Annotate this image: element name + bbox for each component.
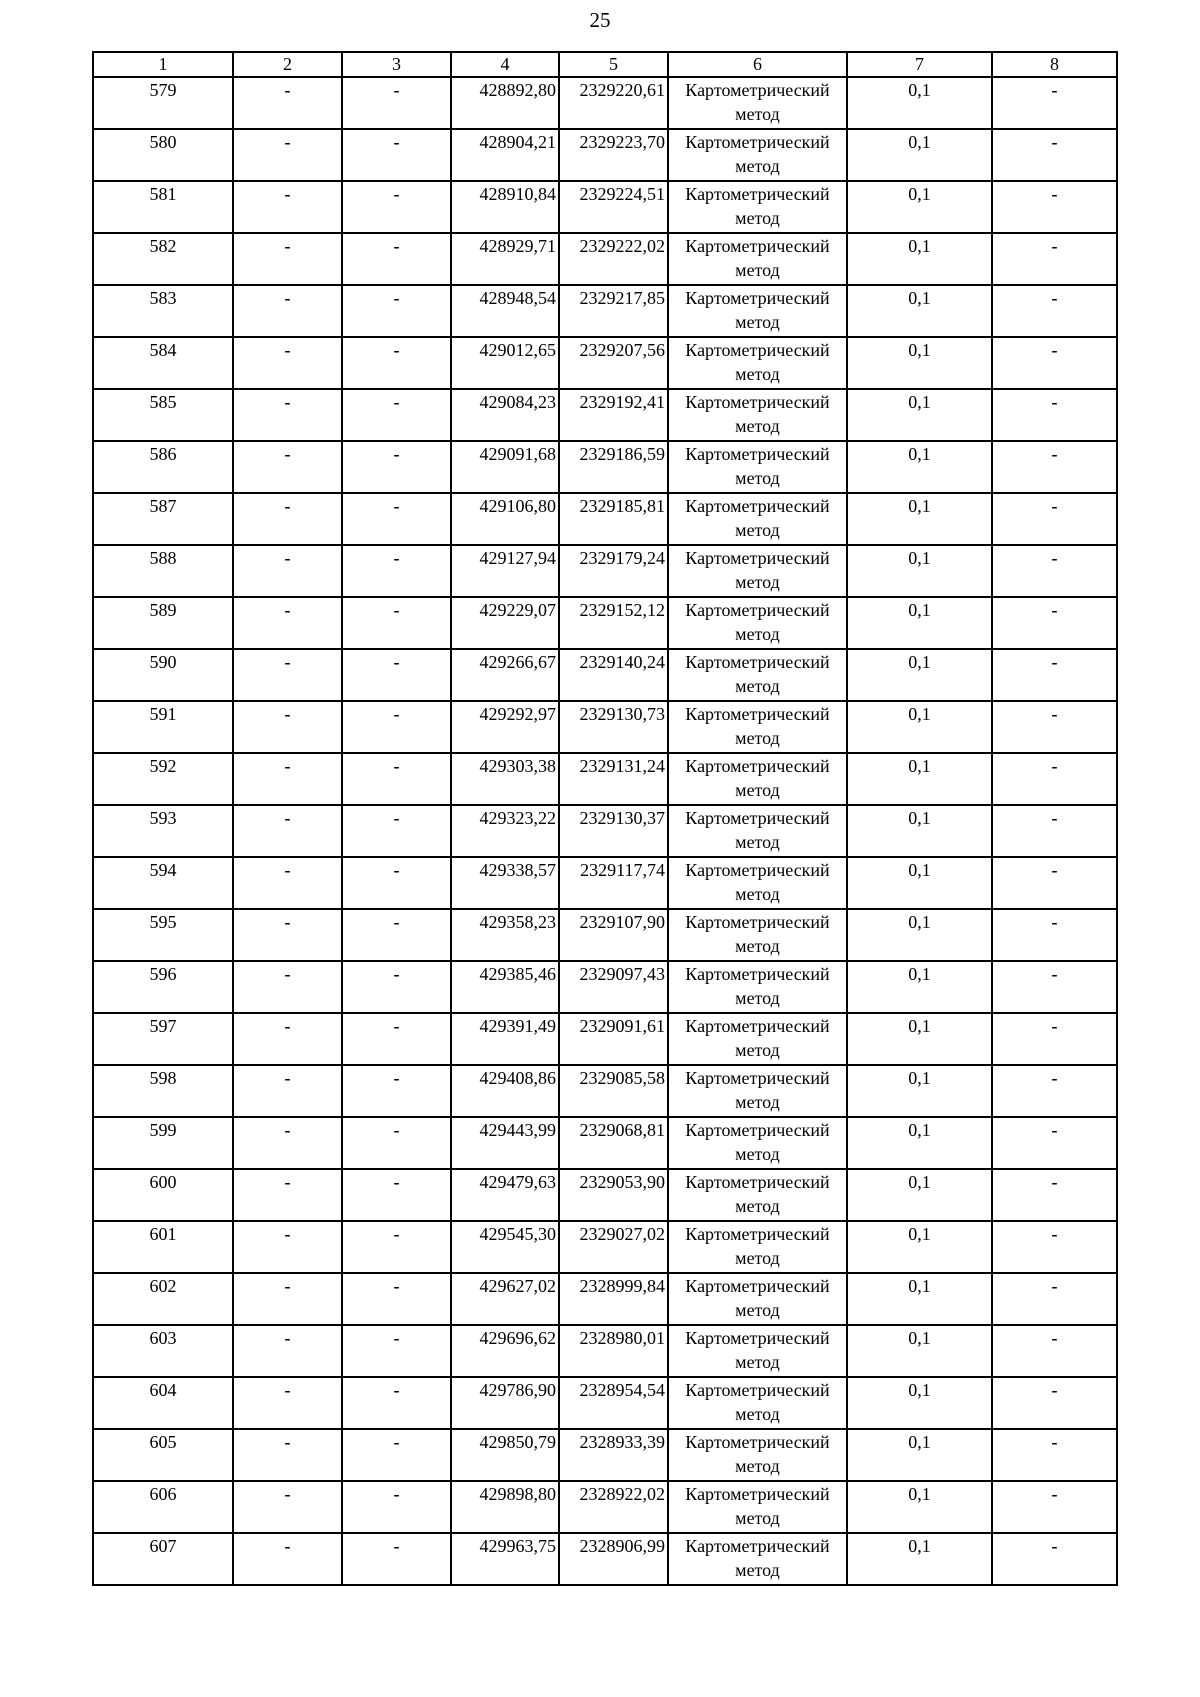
y-coordinate-cell: 2329186,59 xyxy=(559,441,668,493)
point-number-cell: 595 xyxy=(93,909,233,961)
accuracy-cell: 0,1 xyxy=(847,389,992,441)
col2-cell: - xyxy=(233,493,342,545)
method-cell: Картометрический метод xyxy=(668,649,847,701)
accuracy-cell: 0,1 xyxy=(847,1325,992,1377)
col3-cell: - xyxy=(342,1325,451,1377)
table-row xyxy=(93,857,1117,909)
table-body xyxy=(93,77,1117,1585)
method-cell: Картометрический метод xyxy=(668,181,847,233)
y-coordinate-cell: 2329085,58 xyxy=(559,1065,668,1117)
method-cell: Картометрический метод xyxy=(668,1325,847,1377)
accuracy-cell: 0,1 xyxy=(847,285,992,337)
x-coordinate-cell: 429385,46 xyxy=(451,961,559,1013)
method-cell: Картометрический метод xyxy=(668,77,847,129)
column-header: 2 xyxy=(233,52,342,77)
table-row xyxy=(93,961,1117,1013)
point-number-cell: 588 xyxy=(93,545,233,597)
x-coordinate-cell: 429963,75 xyxy=(451,1533,559,1585)
x-coordinate-cell: 429898,80 xyxy=(451,1481,559,1533)
table-row xyxy=(93,181,1117,233)
column-header: 7 xyxy=(847,52,992,77)
y-coordinate-cell: 2329179,24 xyxy=(559,545,668,597)
col3-cell: - xyxy=(342,389,451,441)
method-cell: Картометрический метод xyxy=(668,1429,847,1481)
col3-cell: - xyxy=(342,1169,451,1221)
table-row xyxy=(93,1221,1117,1273)
x-coordinate-cell: 429303,38 xyxy=(451,753,559,805)
x-coordinate-cell: 428929,71 xyxy=(451,233,559,285)
x-coordinate-cell: 429084,23 xyxy=(451,389,559,441)
y-coordinate-cell: 2328933,39 xyxy=(559,1429,668,1481)
column-header: 5 xyxy=(559,52,668,77)
accuracy-cell: 0,1 xyxy=(847,909,992,961)
col3-cell: - xyxy=(342,1065,451,1117)
table-row xyxy=(93,441,1117,493)
method-cell: Картометрический метод xyxy=(668,1065,847,1117)
col8-cell: - xyxy=(992,77,1117,129)
x-coordinate-cell: 429323,22 xyxy=(451,805,559,857)
col3-cell: - xyxy=(342,77,451,129)
accuracy-cell: 0,1 xyxy=(847,181,992,233)
col8-cell: - xyxy=(992,701,1117,753)
col8-cell: - xyxy=(992,233,1117,285)
accuracy-cell: 0,1 xyxy=(847,493,992,545)
col2-cell: - xyxy=(233,1481,342,1533)
col8-cell: - xyxy=(992,649,1117,701)
accuracy-cell: 0,1 xyxy=(847,77,992,129)
accuracy-cell: 0,1 xyxy=(847,1377,992,1429)
method-cell: Картометрический метод xyxy=(668,1533,847,1585)
y-coordinate-cell: 2328999,84 xyxy=(559,1273,668,1325)
col3-cell: - xyxy=(342,753,451,805)
point-number-cell: 586 xyxy=(93,441,233,493)
col2-cell: - xyxy=(233,1533,342,1585)
col2-cell: - xyxy=(233,857,342,909)
method-cell: Картометрический метод xyxy=(668,1377,847,1429)
accuracy-cell: 0,1 xyxy=(847,805,992,857)
y-coordinate-cell: 2328906,99 xyxy=(559,1533,668,1585)
col3-cell: - xyxy=(342,805,451,857)
y-coordinate-cell: 2329185,81 xyxy=(559,493,668,545)
col3-cell: - xyxy=(342,1117,451,1169)
x-coordinate-cell: 429338,57 xyxy=(451,857,559,909)
col8-cell: - xyxy=(992,857,1117,909)
accuracy-cell: 0,1 xyxy=(847,1221,992,1273)
method-cell: Картометрический метод xyxy=(668,285,847,337)
col3-cell: - xyxy=(342,129,451,181)
point-number-cell: 591 xyxy=(93,701,233,753)
point-number-cell: 585 xyxy=(93,389,233,441)
method-cell: Картометрический метод xyxy=(668,753,847,805)
table-row xyxy=(93,1273,1117,1325)
table-row xyxy=(93,285,1117,337)
column-header: 6 xyxy=(668,52,847,77)
table-row xyxy=(93,805,1117,857)
y-coordinate-cell: 2329107,90 xyxy=(559,909,668,961)
table-header-row xyxy=(93,52,1117,77)
x-coordinate-cell: 429127,94 xyxy=(451,545,559,597)
point-number-cell: 605 xyxy=(93,1429,233,1481)
method-cell: Картометрический метод xyxy=(668,805,847,857)
column-header: 1 xyxy=(93,52,233,77)
method-cell: Картометрический метод xyxy=(668,597,847,649)
col8-cell: - xyxy=(992,1013,1117,1065)
method-cell: Картометрический метод xyxy=(668,1273,847,1325)
x-coordinate-cell: 429292,97 xyxy=(451,701,559,753)
y-coordinate-cell: 2328922,02 xyxy=(559,1481,668,1533)
method-cell: Картометрический метод xyxy=(668,1117,847,1169)
y-coordinate-cell: 2329224,51 xyxy=(559,181,668,233)
method-cell: Картометрический метод xyxy=(668,545,847,597)
y-coordinate-cell: 2329091,61 xyxy=(559,1013,668,1065)
method-cell: Картометрический метод xyxy=(668,1481,847,1533)
col2-cell: - xyxy=(233,597,342,649)
col8-cell: - xyxy=(992,909,1117,961)
table-row xyxy=(93,1325,1117,1377)
y-coordinate-cell: 2329131,24 xyxy=(559,753,668,805)
point-number-cell: 582 xyxy=(93,233,233,285)
y-coordinate-cell: 2328954,54 xyxy=(559,1377,668,1429)
col8-cell: - xyxy=(992,441,1117,493)
point-number-cell: 600 xyxy=(93,1169,233,1221)
table-row xyxy=(93,389,1117,441)
col3-cell: - xyxy=(342,1533,451,1585)
table-row xyxy=(93,597,1117,649)
accuracy-cell: 0,1 xyxy=(847,1065,992,1117)
coordinates-table xyxy=(92,51,1118,1586)
point-number-cell: 599 xyxy=(93,1117,233,1169)
point-number-cell: 602 xyxy=(93,1273,233,1325)
point-number-cell: 598 xyxy=(93,1065,233,1117)
accuracy-cell: 0,1 xyxy=(847,441,992,493)
accuracy-cell: 0,1 xyxy=(847,1481,992,1533)
col8-cell: - xyxy=(992,1481,1117,1533)
col2-cell: - xyxy=(233,1169,342,1221)
accuracy-cell: 0,1 xyxy=(847,129,992,181)
y-coordinate-cell: 2329130,73 xyxy=(559,701,668,753)
table-row xyxy=(93,1481,1117,1533)
col8-cell: - xyxy=(992,1377,1117,1429)
table-row xyxy=(93,129,1117,181)
col3-cell: - xyxy=(342,961,451,1013)
col8-cell: - xyxy=(992,961,1117,1013)
col3-cell: - xyxy=(342,545,451,597)
method-cell: Картометрический метод xyxy=(668,493,847,545)
col3-cell: - xyxy=(342,441,451,493)
point-number-cell: 581 xyxy=(93,181,233,233)
col8-cell: - xyxy=(992,1221,1117,1273)
x-coordinate-cell: 429358,23 xyxy=(451,909,559,961)
point-number-cell: 607 xyxy=(93,1533,233,1585)
col8-cell: - xyxy=(992,129,1117,181)
accuracy-cell: 0,1 xyxy=(847,597,992,649)
x-coordinate-cell: 429627,02 xyxy=(451,1273,559,1325)
col8-cell: - xyxy=(992,545,1117,597)
col8-cell: - xyxy=(992,493,1117,545)
x-coordinate-cell: 428892,80 xyxy=(451,77,559,129)
table-row xyxy=(93,337,1117,389)
col2-cell: - xyxy=(233,805,342,857)
y-coordinate-cell: 2329130,37 xyxy=(559,805,668,857)
accuracy-cell: 0,1 xyxy=(847,1273,992,1325)
y-coordinate-cell: 2329223,70 xyxy=(559,129,668,181)
col8-cell: - xyxy=(992,1325,1117,1377)
x-coordinate-cell: 429266,67 xyxy=(451,649,559,701)
table-row xyxy=(93,77,1117,129)
method-cell: Картометрический метод xyxy=(668,909,847,961)
table-row xyxy=(93,753,1117,805)
col8-cell: - xyxy=(992,805,1117,857)
col2-cell: - xyxy=(233,181,342,233)
col3-cell: - xyxy=(342,493,451,545)
col2-cell: - xyxy=(233,1325,342,1377)
col2-cell: - xyxy=(233,909,342,961)
x-coordinate-cell: 428910,84 xyxy=(451,181,559,233)
col2-cell: - xyxy=(233,1117,342,1169)
col2-cell: - xyxy=(233,1013,342,1065)
x-coordinate-cell: 429408,86 xyxy=(451,1065,559,1117)
accuracy-cell: 0,1 xyxy=(847,233,992,285)
point-number-cell: 579 xyxy=(93,77,233,129)
table-row xyxy=(93,649,1117,701)
method-cell: Картометрический метод xyxy=(668,389,847,441)
accuracy-cell: 0,1 xyxy=(847,857,992,909)
col2-cell: - xyxy=(233,389,342,441)
table-row xyxy=(93,233,1117,285)
col8-cell: - xyxy=(992,1169,1117,1221)
point-number-cell: 583 xyxy=(93,285,233,337)
point-number-cell: 589 xyxy=(93,597,233,649)
y-coordinate-cell: 2329027,02 xyxy=(559,1221,668,1273)
col2-cell: - xyxy=(233,1065,342,1117)
col3-cell: - xyxy=(342,337,451,389)
col3-cell: - xyxy=(342,857,451,909)
col3-cell: - xyxy=(342,701,451,753)
col3-cell: - xyxy=(342,1273,451,1325)
accuracy-cell: 0,1 xyxy=(847,545,992,597)
table-row xyxy=(93,909,1117,961)
column-header: 8 xyxy=(992,52,1117,77)
y-coordinate-cell: 2329152,12 xyxy=(559,597,668,649)
col8-cell: - xyxy=(992,285,1117,337)
table-row xyxy=(93,1429,1117,1481)
y-coordinate-cell: 2329207,56 xyxy=(559,337,668,389)
col8-cell: - xyxy=(992,1533,1117,1585)
method-cell: Картометрический метод xyxy=(668,701,847,753)
x-coordinate-cell: 429545,30 xyxy=(451,1221,559,1273)
table-row xyxy=(93,1117,1117,1169)
col3-cell: - xyxy=(342,233,451,285)
y-coordinate-cell: 2329117,74 xyxy=(559,857,668,909)
col2-cell: - xyxy=(233,337,342,389)
col8-cell: - xyxy=(992,1065,1117,1117)
point-number-cell: 597 xyxy=(93,1013,233,1065)
col8-cell: - xyxy=(992,753,1117,805)
point-number-cell: 601 xyxy=(93,1221,233,1273)
point-number-cell: 606 xyxy=(93,1481,233,1533)
col3-cell: - xyxy=(342,1429,451,1481)
col8-cell: - xyxy=(992,1273,1117,1325)
col2-cell: - xyxy=(233,753,342,805)
col2-cell: - xyxy=(233,649,342,701)
accuracy-cell: 0,1 xyxy=(847,753,992,805)
y-coordinate-cell: 2328980,01 xyxy=(559,1325,668,1377)
page-number: 25 xyxy=(589,8,611,32)
col2-cell: - xyxy=(233,545,342,597)
x-coordinate-cell: 428904,21 xyxy=(451,129,559,181)
x-coordinate-cell: 429479,63 xyxy=(451,1169,559,1221)
col3-cell: - xyxy=(342,597,451,649)
col2-cell: - xyxy=(233,441,342,493)
point-number-cell: 584 xyxy=(93,337,233,389)
col2-cell: - xyxy=(233,1221,342,1273)
column-header: 4 xyxy=(451,52,559,77)
method-cell: Картометрический метод xyxy=(668,1169,847,1221)
col2-cell: - xyxy=(233,1429,342,1481)
accuracy-cell: 0,1 xyxy=(847,1013,992,1065)
method-cell: Картометрический метод xyxy=(668,1013,847,1065)
point-number-cell: 603 xyxy=(93,1325,233,1377)
accuracy-cell: 0,1 xyxy=(847,1429,992,1481)
col8-cell: - xyxy=(992,1117,1117,1169)
x-coordinate-cell: 429012,65 xyxy=(451,337,559,389)
col3-cell: - xyxy=(342,649,451,701)
col3-cell: - xyxy=(342,909,451,961)
y-coordinate-cell: 2329220,61 xyxy=(559,77,668,129)
accuracy-cell: 0,1 xyxy=(847,1169,992,1221)
method-cell: Картометрический метод xyxy=(668,129,847,181)
col8-cell: - xyxy=(992,597,1117,649)
y-coordinate-cell: 2329097,43 xyxy=(559,961,668,1013)
x-coordinate-cell: 429786,90 xyxy=(451,1377,559,1429)
method-cell: Картометрический метод xyxy=(668,233,847,285)
col8-cell: - xyxy=(992,1429,1117,1481)
col8-cell: - xyxy=(992,337,1117,389)
col2-cell: - xyxy=(233,77,342,129)
method-cell: Картометрический метод xyxy=(668,857,847,909)
point-number-cell: 592 xyxy=(93,753,233,805)
col3-cell: - xyxy=(342,1221,451,1273)
col2-cell: - xyxy=(233,1273,342,1325)
y-coordinate-cell: 2329222,02 xyxy=(559,233,668,285)
accuracy-cell: 0,1 xyxy=(847,1533,992,1585)
col3-cell: - xyxy=(342,1013,451,1065)
y-coordinate-cell: 2329140,24 xyxy=(559,649,668,701)
x-coordinate-cell: 429229,07 xyxy=(451,597,559,649)
y-coordinate-cell: 2329192,41 xyxy=(559,389,668,441)
col3-cell: - xyxy=(342,285,451,337)
method-cell: Картометрический метод xyxy=(668,441,847,493)
table-row xyxy=(93,1533,1117,1585)
table-row xyxy=(93,545,1117,597)
table-row xyxy=(93,1013,1117,1065)
col3-cell: - xyxy=(342,1481,451,1533)
table-row xyxy=(93,493,1117,545)
method-cell: Картометрический метод xyxy=(668,1221,847,1273)
point-number-cell: 587 xyxy=(93,493,233,545)
x-coordinate-cell: 428948,54 xyxy=(451,285,559,337)
col8-cell: - xyxy=(992,389,1117,441)
accuracy-cell: 0,1 xyxy=(847,649,992,701)
table-row xyxy=(93,1169,1117,1221)
x-coordinate-cell: 429850,79 xyxy=(451,1429,559,1481)
y-coordinate-cell: 2329068,81 xyxy=(559,1117,668,1169)
col2-cell: - xyxy=(233,1377,342,1429)
method-cell: Картометрический метод xyxy=(668,961,847,1013)
accuracy-cell: 0,1 xyxy=(847,337,992,389)
col8-cell: - xyxy=(992,181,1117,233)
accuracy-cell: 0,1 xyxy=(847,701,992,753)
col2-cell: - xyxy=(233,701,342,753)
accuracy-cell: 0,1 xyxy=(847,1117,992,1169)
col2-cell: - xyxy=(233,961,342,1013)
point-number-cell: 604 xyxy=(93,1377,233,1429)
point-number-cell: 590 xyxy=(93,649,233,701)
col2-cell: - xyxy=(233,285,342,337)
col3-cell: - xyxy=(342,181,451,233)
point-number-cell: 593 xyxy=(93,805,233,857)
x-coordinate-cell: 429696,62 xyxy=(451,1325,559,1377)
accuracy-cell: 0,1 xyxy=(847,961,992,1013)
x-coordinate-cell: 429443,99 xyxy=(451,1117,559,1169)
table-row xyxy=(93,701,1117,753)
col2-cell: - xyxy=(233,129,342,181)
x-coordinate-cell: 429091,68 xyxy=(451,441,559,493)
point-number-cell: 580 xyxy=(93,129,233,181)
y-coordinate-cell: 2329053,90 xyxy=(559,1169,668,1221)
col2-cell: - xyxy=(233,233,342,285)
point-number-cell: 594 xyxy=(93,857,233,909)
method-cell: Картометрический метод xyxy=(668,337,847,389)
col3-cell: - xyxy=(342,1377,451,1429)
y-coordinate-cell: 2329217,85 xyxy=(559,285,668,337)
point-number-cell: 596 xyxy=(93,961,233,1013)
x-coordinate-cell: 429391,49 xyxy=(451,1013,559,1065)
table-row xyxy=(93,1377,1117,1429)
column-header: 3 xyxy=(342,52,451,77)
table-row xyxy=(93,1065,1117,1117)
x-coordinate-cell: 429106,80 xyxy=(451,493,559,545)
